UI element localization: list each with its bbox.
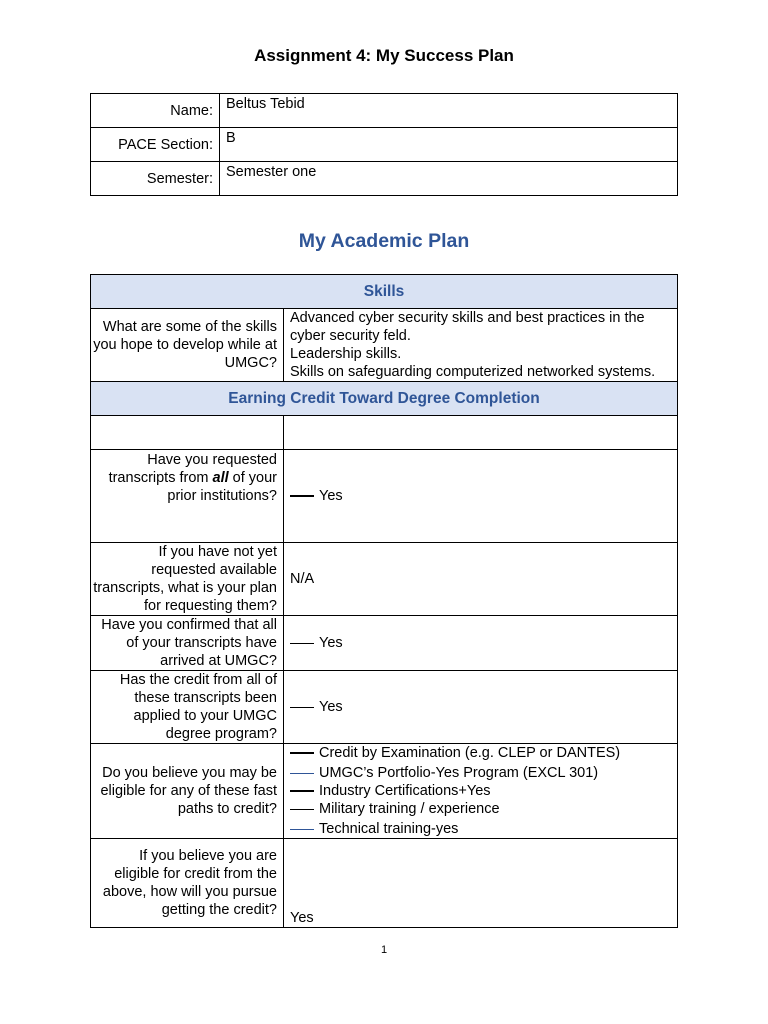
fast-paths-question: Do you believe you may be eligible for any of these fast paths to credit? xyxy=(91,744,284,839)
plan-requesting-answer[interactable]: N/A xyxy=(284,543,678,616)
skills-row xyxy=(91,309,678,382)
option-blank xyxy=(290,829,314,830)
blank-cell xyxy=(91,416,284,450)
academic-plan-title: My Academic Plan xyxy=(298,230,470,252)
student-info-table xyxy=(90,93,678,196)
skills-answer-line: Leadership skills. xyxy=(290,346,402,362)
fast-paths-options xyxy=(284,744,678,839)
fast-path-option[interactable]: Military training / experience xyxy=(290,800,677,818)
pursue-credit-row xyxy=(91,839,678,928)
name-value[interactable]: Beltus Tebid xyxy=(220,94,678,128)
option-blank xyxy=(290,752,314,754)
confirmed-arrived-answer[interactable]: Yes xyxy=(284,616,678,671)
option-blank xyxy=(290,790,314,792)
pace-section-label: PACE Section: xyxy=(91,128,220,162)
pace-section-value[interactable]: B xyxy=(220,128,678,162)
fast-paths-row xyxy=(91,744,678,839)
academic-plan-table xyxy=(90,274,678,928)
info-row-semester xyxy=(91,162,678,196)
document-title: Assignment 4: My Success Plan xyxy=(254,46,514,65)
skills-answer[interactable] xyxy=(284,309,678,382)
blank-row xyxy=(91,416,678,450)
answer-blank xyxy=(290,643,314,644)
answer-blank xyxy=(290,707,314,708)
page-number: 1 xyxy=(380,944,388,956)
transcripts-requested-row xyxy=(91,450,678,543)
credit-applied-question: Has the credit from all of these transcripts been applied to your UMGC degree program? xyxy=(91,671,284,744)
semester-value[interactable]: Semester one xyxy=(220,162,678,196)
confirmed-arrived-row xyxy=(91,616,678,671)
fast-path-option[interactable]: Credit by Examination (e.g. CLEP or DANTES) xyxy=(290,744,677,762)
earning-credit-header: Earning Credit Toward Degree Completion xyxy=(91,382,678,416)
plan-requesting-question: If you have not yet requested available transcripts, what is your plan for requesting them? xyxy=(91,543,284,616)
name-label: Name: xyxy=(91,94,220,128)
transcripts-requested-question: Have you requested transcripts from all of your prior institutions? xyxy=(91,450,284,543)
plan-requesting-row xyxy=(91,543,678,616)
option-blank xyxy=(290,809,314,810)
skills-answer-line: Skills on safeguarding computerized networked systems. xyxy=(290,364,656,380)
blank-cell[interactable] xyxy=(284,416,678,450)
skills-answer-line: Advanced cyber security skills and best practices in the cyber security feld. xyxy=(290,310,645,344)
info-row-pace-section xyxy=(91,128,678,162)
info-row-name xyxy=(91,94,678,128)
credit-applied-answer[interactable]: Yes xyxy=(284,671,678,744)
answer-blank xyxy=(290,495,314,497)
fast-path-option[interactable]: Technical training-yes xyxy=(290,820,677,838)
fast-path-option[interactable]: Industry Certifications+Yes xyxy=(290,782,677,800)
transcripts-requested-answer[interactable]: Yes xyxy=(284,450,678,543)
fast-path-option[interactable]: UMGC’s Portfolio-Yes Program (EXCL 301) xyxy=(290,764,677,782)
pursue-credit-answer[interactable]: Yes xyxy=(284,839,678,928)
confirmed-arrived-question: Have you confirmed that all of your transcripts have arrived at UMGC? xyxy=(91,616,284,671)
option-blank xyxy=(290,773,314,774)
skills-header: Skills xyxy=(91,275,678,309)
skills-question: What are some of the skills you hope to develop while at UMGC? xyxy=(91,309,284,382)
semester-label: Semester: xyxy=(91,162,220,196)
pursue-credit-question: If you believe you are eligible for credit from the above, how will you pursue getting the credit? xyxy=(91,839,284,928)
credit-applied-row xyxy=(91,671,678,744)
